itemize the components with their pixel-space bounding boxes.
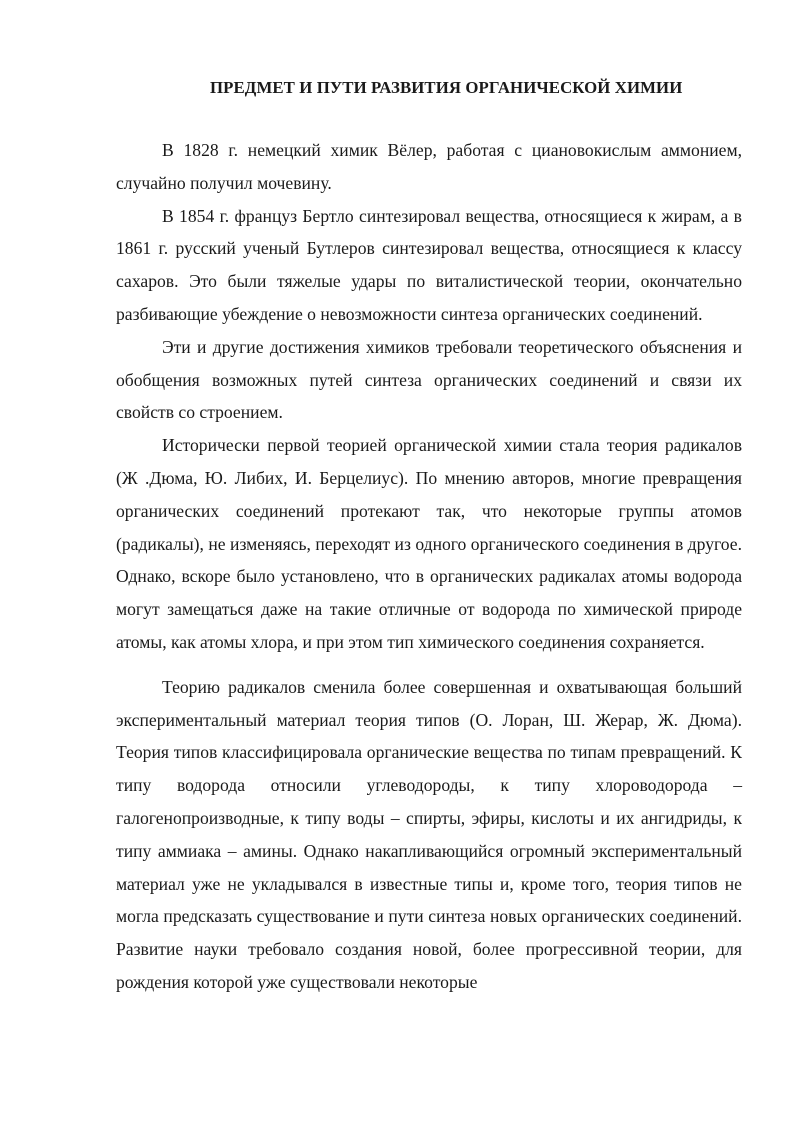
paragraph-1: В 1828 г. немецкий химик Вёлер, работая с циановокислым аммонием, случайно получил мочевину. (116, 140, 742, 193)
paragraph-5: Теорию радикалов сменила более совершенная и охватывающая больший экспериментальный материал теория типов (О. Лоран, Ш. Жерар, Ж. Дюма). Теория типов классифицировала органические вещества по типам превращений. К типу водорода относили углеводороды, к типу хлороводорода – галогенопроизводные, к типу воды – спирты, эфиры, кислоты и их ангидриды, к типу аммиака – амины. Однако накапливающийся огромный экспериментальный материал уже не укладывался в известные типы и, кроме того, теория типов не могла предсказать существование и пути синтеза новых органических соединений. Развитие науки требовало создания новой, более прогрессивной теории, для рождения которой уже существовали некоторые (116, 676, 742, 992)
title-spacing (116, 104, 742, 134)
paragraph-2: В 1854 г. француз Бертло синтезировал вещества, относящиеся к жирам, а в 1861 г. русский ученый Бутлеров синтезировал вещества, относящиеся к классу сахаров. Это были тяжелые удары по виталистической теории, окончательно разбивающие убеждение о невозможности синтеза органических соединений. (116, 205, 742, 324)
paragraph-4: Исторически первой теорией органической химии стала теория радикалов (Ж .Дюма, Ю. Либих, И. Берцелиус). По мнению авторов, многие превращения органических соединений протекают так, что некоторые группы атомов (радикалы), не изменяясь, переходят из одного органического соединения в другое. Однако, вскоре было установлено, что в органических радикалах атомы водорода могут замещаться даже на такие отличные от водорода по химической природе атомы, как атомы хлора, и при этом тип химического соединения сохраняется. (116, 435, 742, 652)
document-title: ПРЕДМЕТ И ПУТИ РАЗВИТИЯ ОРГАНИЧЕСКОЙ ХИМИИ (210, 78, 683, 97)
document-body (116, 72, 742, 999)
paragraph-3: Эти и другие достижения химиков требовали теоретического объяснения и обобщения возможных путей синтеза органических соединений и связи их свойств со строением. (116, 336, 742, 423)
